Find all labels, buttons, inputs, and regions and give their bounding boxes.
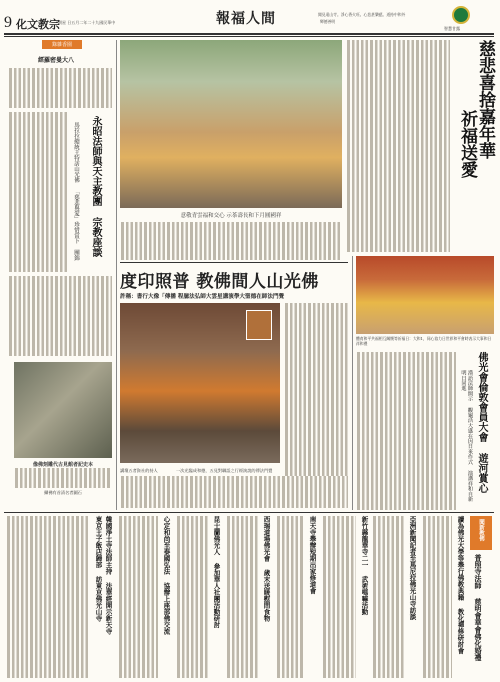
dharma-wheel-logo [452,6,470,24]
mid-rule [120,262,348,263]
left-box-title [42,40,82,49]
bottom-headline-6: 南天寺舉辦短期出家修道會 [308,516,317,594]
masthead-rule [4,33,494,35]
left-essay-body [8,68,112,108]
section-name: 化文教宗 [16,18,60,31]
bottom-story-7-body [322,516,356,678]
top-headline-2: 祈福送愛 [457,110,477,178]
bottom-right-headline: 普照寺法師 慈明會華會佛化婚禮 [474,554,483,661]
bottom-headline-3: 心定和尚至泰國弘法 協辦上座部佛交流 [162,516,171,635]
bottom-headline-9: 讀為佛光大學等舉行佛教典籍 教化禪修研討會 [456,516,465,654]
right-news-box-title [470,516,492,550]
middle-headline: 度印照普 教佛間人山光佛 [120,272,319,292]
left-essay-body-2 [8,112,68,272]
bottom-story-6-body [276,516,304,678]
page-number: 9 [4,14,12,31]
right-group-photo [356,256,494,334]
bottom-story-8-body [372,516,404,678]
top-ceremony-photo [120,40,342,208]
middle-subheadline: 許稱：書行大像「傳播 程臆法弘師大雲星講演學大聖德在師法門覺 [120,294,285,300]
left-photo-caption-2: 攝佛有首清名者圖石 [44,490,82,495]
middle-story-body [284,303,348,483]
middle-photo-caption-1: 講壇五者資社的持人 [120,468,158,473]
right-article-body [356,352,456,510]
middle-speaker-inset-photo [246,310,272,340]
right-article-title: 佛光會倫敦會員大會 遊河賞心 [476,352,487,493]
left-caption-body [14,468,112,488]
middle-story-body-2 [120,476,348,508]
date-line: 一期星 日五月二年二十九國民華中 [54,20,116,25]
masthead [0,0,500,36]
bottom-story-1-body [6,516,90,678]
bottom-headline-7: 新竹縣龍華寺二一 武術嗎嘛活動 [360,516,369,615]
left-box-title-text: 錄雜香園 [51,42,72,48]
article-subtitle-left: 馬拉拉總統王特訪山光佛 「慈悲與愛」珍惜當下 團錦 [73,122,79,261]
essay-title: 經羅密曼大八 [38,57,75,64]
left-article-body [8,276,112,356]
bottom-story-9-body [422,516,452,678]
top-photo-caption: 意敬青雲福和交心 示茶壽長和下月圓國祥 [180,213,282,219]
header-note: 聞見遠山寺。淨心香火旺。心悲甚樂慈。道持中和外 [318,12,406,17]
center-right-divider [352,256,353,510]
header-note-2: 輝德善明 [320,19,336,24]
left-stone-carving-photo [14,362,112,458]
bottom-band-rule [4,512,494,513]
top-headline-1: 慈悲喜捨嘉年華 [475,40,495,159]
bottom-headline-2: 韓國淨土寺法師主持 法華經開示新天寺 [104,516,113,635]
article-title-left: 永昭法師與天主教團 宗教座談 [90,116,101,257]
logo-label: 智慧甘露 [444,26,460,31]
top-story-body-2 [120,222,342,260]
bottom-headline-8: 亞洲新聞記者至馬尼拉佛光山寺訪談 [408,516,417,620]
left-photo-caption: 像佛刻雕代古見館者記史本 [32,462,93,468]
paper-name: 報福人間 [216,11,276,27]
bottom-headline-1: 東京王子飯店歸部 訪東京佛光山寺 [94,516,103,622]
bottom-story-3-body [118,516,158,678]
right-news-box-title-text: 聞新教佛 [478,519,484,541]
right-photo-caption: 體育和平共福相互關懷等祈福日：大和1，同心協力日世界和平會時表示大事和日祥和禮 [356,336,492,346]
middle-photo-caption-2: 一次光臨成和德，五見對聯語之行經演說的傳法門覺 [176,468,273,473]
bottom-headline-4: 昆士蘭佛光人 參加華人社團活動研討 [212,516,221,628]
bottom-story-5-body [226,516,258,678]
bottom-headline-5: 西瑞道場佛光會 歲末送暖慰問食物 [262,516,271,622]
bottom-story-4-body [176,516,208,678]
left-column-divider [116,40,117,510]
masthead-rule-thin [4,36,494,37]
right-article-subtitle: 漢語法師開示 觀龜活大盛在因日來作式 演講祥和自新 明日同進 [460,370,473,502]
top-story-body [346,40,450,252]
